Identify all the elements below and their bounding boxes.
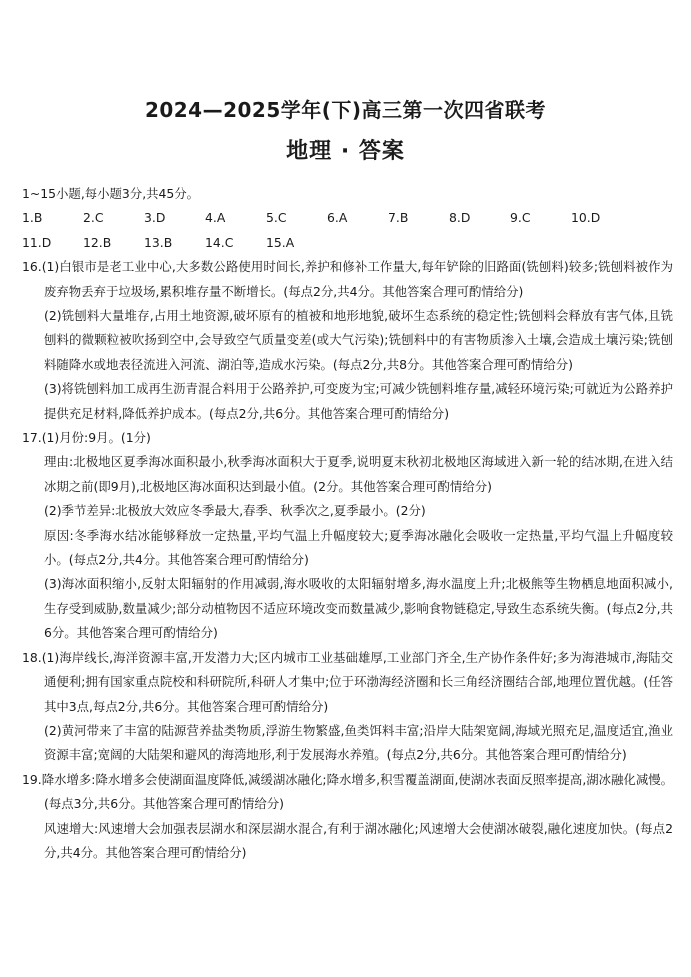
q16-part1: 16.(1)白银市是老工业中心,大多数公路使用时间长,养护和修补工作量大,每年铲除的旧路面(铣刨料)较多;铣刨料被作为废弃物丢弃于垃圾场,累积堆存量不断增长。(每点2分,共4分。其他答案合理可酌情给分) — [22, 259, 673, 299]
exam-subtitle: 地理 · 答案 — [286, 139, 405, 164]
mc-answer: 14.C — [205, 234, 234, 250]
mc-answer: 12.B — [83, 234, 112, 250]
mc-answer: 7.B — [388, 210, 409, 226]
q19-precipitation: 19.降水增多:降水增多会使湖面温度降低,减缓湖冰融化;降水增多,积雪覆盖湖面,使湖冰表面反照率提高,湖冰融化减慢。(每点3分,共6分。其他答案合理可酌情给分) — [22, 771, 673, 812]
mc-answer: 5.C — [266, 210, 287, 226]
q17-part3: (3)海冰面积缩小,反射太阳辐射的作用减弱,海水吸收的太阳辐射增多,海水温度上升;北极熊等生物栖息地面积减小,生存受到威胁,数量减少;部分动植物因不适应环境改变而数量减少,影响食物链稳定,导致生态系统失衡。(每点2分,共6分。其他答案合理可酌情给分) — [44, 576, 673, 641]
mc-answer: 3.D — [144, 210, 166, 226]
q19-wind: 风速增大:风速增大会加强表层湖水和深层湖水混合,有利于湖冰融化;风速增大会使湖冰破裂,融化速度加快。(每点2分,共4分。其他答案合理可酌情给分) — [44, 820, 673, 860]
q18-part1: 18.(1)海岸线长,海洋资源丰富,开发潜力大;区内城市工业基础雄厚,工业部门齐全,生产协作条件好;多为海港城市,海陆交通便利;拥有国家重点院校和科研院所,科研人才集中;位于环渤海经济圈和长三角经济圈结合部,地理位置优越。(任答其中3点,每点2分,共6分。其他答案合理可酌情给分) — [22, 649, 673, 714]
q16-part2: (2)铣刨料大量堆存,占用土地资源,破坏原有的植被和地形地貌,破坏生态系统的稳定性;铣刨料会释放有害气体,且铣刨料的微颗粒被吹扬到空中,会导致空气质量变差(或大气污染);铣刨料中的有害物质渗入土壤,会造成土壤污染;铣刨料随降水或地表径流进入河流、湖泊等,造成水污染。(每点2分,共8分。其他答案合理可酌情给分) — [44, 308, 673, 372]
q17-cause: 原因:冬季海水结冰能够释放一定热量,平均气温上升幅度较大;夏季海冰融化会吸收一定热量,平均气温上升幅度较小。(每点2分,共4分。其他答案合理可酌情给分) — [44, 527, 673, 568]
mc-answer: 6.A — [327, 210, 348, 226]
exam-title: 2024—2025学年(下)高三第一次四省联考 — [144, 98, 547, 122]
mc-row-2 — [22, 231, 673, 255]
q17-part1: 17.(1)月份:9月。(1分) — [22, 430, 151, 446]
mc-answer: 8.D — [449, 210, 471, 226]
mc-answer: 10.D — [571, 210, 601, 226]
mc-answer: 11.D — [22, 234, 52, 250]
mc-answer: 4.A — [205, 210, 226, 226]
answer-body — [22, 182, 673, 865]
q16-part3: (3)将铣刨料加工成再生沥青混合料用于公路养护,可变废为宝;可减少铣刨料堆存量,减轻环境污染;可就近为公路养护提供充足材料,降低养护成本。(每点2分,共6分。其他答案合理可酌情给分) — [44, 381, 673, 421]
mc-row-1 — [22, 206, 673, 230]
mc-intro: 1~15小题,每小题3分,共45分。 — [22, 186, 200, 201]
mc-answer: 15.A — [266, 234, 295, 250]
q17-reason: 理由:北极地区夏季海冰面积最小,秋季海冰面积大于夏季,说明夏末秋初北极地区海域进入新一轮的结冰期,在进入结冰期之前(即9月),北极地区海冰面积达到最小值。(2分。其他答案合理可酌情给分) — [44, 454, 673, 494]
q17-part2: (2)季节差异:北极放大效应冬季最大,春季、秋季次之,夏季最小。(2分) — [44, 503, 426, 519]
q18-part2: (2)黄河带来了丰富的陆源营养盐类物质,浮游生物繁盛,鱼类饵料丰富;沿岸大陆架宽阔,海域光照充足,温度适宜,渔业资源丰富;宽阔的大陆架和避风的海湾地形,利于发展海水养殖。(每点2分,共6分。其他答案合理可酌情给分) — [44, 722, 673, 763]
mc-answer: 9.C — [510, 210, 531, 226]
mc-answer: 2.C — [83, 210, 104, 226]
mc-answer: 13.B — [144, 234, 173, 250]
mc-answer: 1.B — [22, 210, 43, 226]
